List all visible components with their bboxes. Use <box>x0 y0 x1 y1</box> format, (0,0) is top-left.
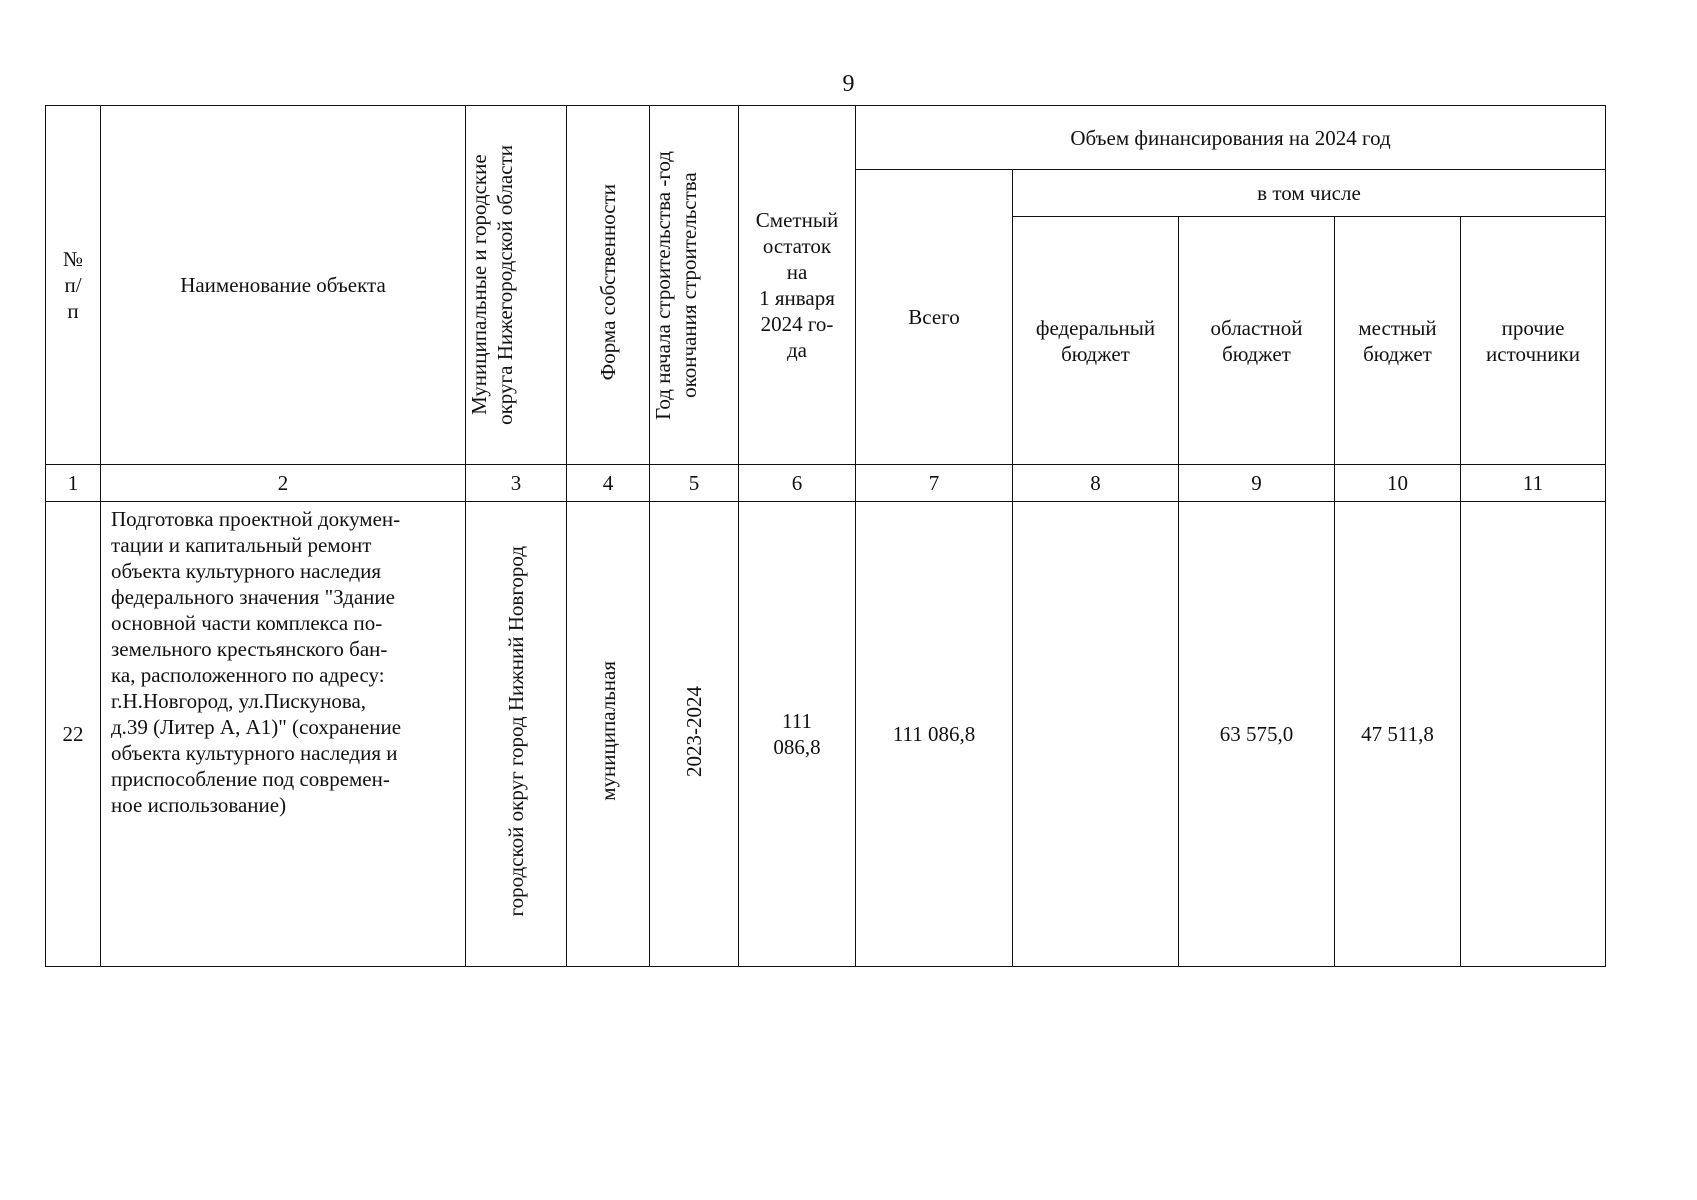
column-number: 9 <box>1179 465 1335 502</box>
row-local: 47 511,8 <box>1335 502 1461 967</box>
header-total <box>856 170 1013 465</box>
row-object-name <box>101 502 466 967</box>
header-ownership <box>567 106 650 465</box>
page-number: 9 <box>842 71 855 97</box>
header-name-label: Наименование объекта <box>180 273 386 297</box>
header-funding-group <box>856 106 1606 170</box>
header-municipality-label: Муниципальные и городские округа Нижегородской области <box>467 145 517 425</box>
row-total: 111 086,8 <box>856 502 1013 967</box>
column-number: 7 <box>856 465 1013 502</box>
column-number: 1 <box>46 465 101 502</box>
row-object-name-text: Подготовка проектной докумен- тации и капитальный ремонт объекта культурного наследия федерального значения "Здание основной части комплекса по- земельного крестьянского бан- ка, расположенного по адресу: г.Н.Новгород, ул.Пискунова, д.39 (Литер А, А1)" (сохранение объекта культурного наследия и приспособление под современ- ное использование) <box>111 507 402 817</box>
header-total-label: Всего <box>908 305 960 329</box>
header-row-1 <box>46 106 1606 170</box>
header-other-label: прочие источники <box>1486 315 1580 366</box>
header-regional-label: областной бюджет <box>1210 315 1303 366</box>
column-number: 2 <box>101 465 466 502</box>
header-federal <box>1013 217 1179 465</box>
row-years <box>650 502 739 967</box>
header-local-label: местный бюджет <box>1358 315 1437 366</box>
header-including-group-label: в том числе <box>1257 181 1361 205</box>
header-ownership-label: Форма собственности <box>596 183 620 381</box>
header-funding-group-label: Объем финансирования на 2024 год <box>1070 125 1391 150</box>
header-local <box>1335 217 1461 465</box>
row-ownership <box>567 502 650 967</box>
column-number: 4 <box>567 465 650 502</box>
row-regional: 63 575,0 <box>1179 502 1335 967</box>
column-number: 10 <box>1335 465 1461 502</box>
header-years <box>650 106 739 465</box>
table-row <box>46 502 1606 967</box>
header-balance-label: Сметный остаток на 1 января 2024 го- да <box>755 208 839 362</box>
header-no <box>46 106 101 465</box>
header-balance <box>739 106 856 465</box>
header-federal-label: федеральный бюджет <box>1035 315 1156 366</box>
header-regional <box>1179 217 1335 465</box>
row-municipality <box>466 502 567 967</box>
column-number-row <box>46 465 1606 502</box>
row-no: 22 <box>46 502 101 967</box>
header-municipality <box>466 106 567 465</box>
header-no-label: № п/ п <box>62 247 84 323</box>
header-name <box>101 106 466 465</box>
column-number: 8 <box>1013 465 1179 502</box>
column-number: 11 <box>1461 465 1606 502</box>
funding-table <box>45 105 1606 967</box>
row-balance-text: 111 086,8 <box>773 709 821 759</box>
row-balance <box>739 502 856 967</box>
column-number: 6 <box>739 465 856 502</box>
header-including-group <box>1013 170 1606 217</box>
row-ownership-text: муниципальная <box>596 661 620 801</box>
header-other <box>1461 217 1606 465</box>
row-years-text: 2023-2024 <box>682 685 706 777</box>
header-years-label: Год начала строительства -год окончания строительства <box>651 150 701 420</box>
row-municipality-text: городской округ город Нижний Новгород <box>504 545 528 917</box>
row-other <box>1461 502 1606 967</box>
column-number: 5 <box>650 465 739 502</box>
row-federal <box>1013 502 1179 967</box>
column-number: 3 <box>466 465 567 502</box>
